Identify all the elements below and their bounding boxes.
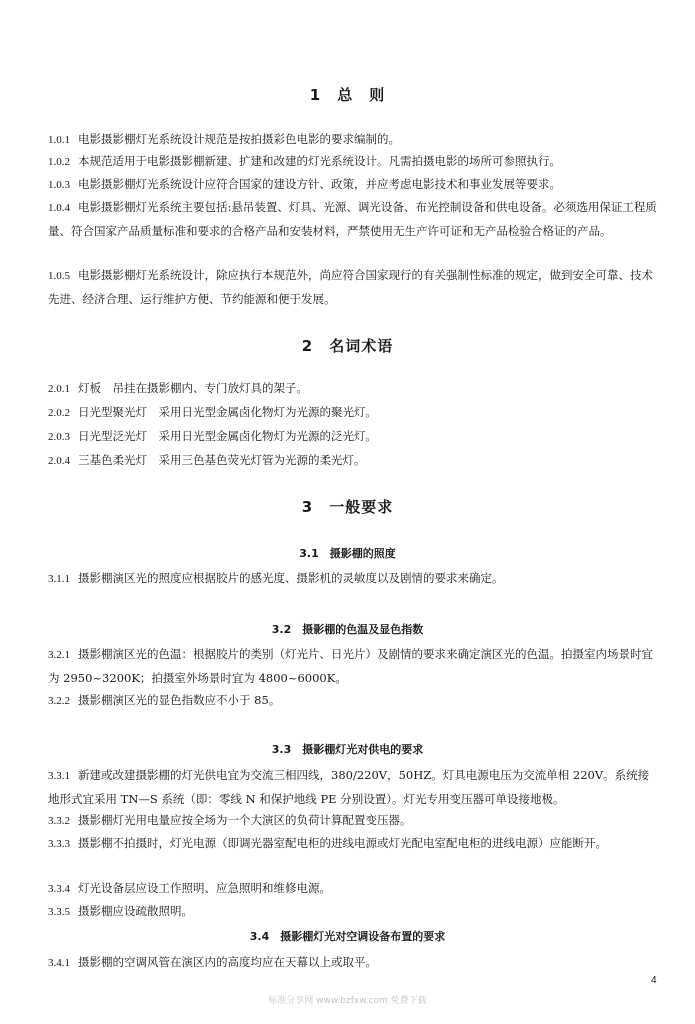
clause-number: 1.0.1 [48,134,70,146]
clause-1-0-4 [48,196,660,242]
clause-text: 灯光设备层应设工作照明、应急照明和维修电源。 [78,881,331,895]
clause-text: 摄影棚演区光的照度应根据胶片的感光度、摄影机的灵敏度以及剧情的要求来确定。 [78,571,504,585]
clause-1-0-1 [48,128,660,152]
clause-number: 3.1.1 [48,573,70,585]
clause-number: 3.3.2 [48,815,70,827]
clause-text: 摄影棚演区光的色温：根据胶片的类别（灯光片、日光片）及剧情的要求来确定演区光的色温。拍摄室内场景时宜为 2950~3200K；拍摄室外场景时宜为 4800~6000K。 [48,647,653,685]
clause-text: 本规范适用于电影摄影棚新建、扩建和改建的灯光系统设计。凡需拍摄电影的场所可参照执行。 [78,154,561,168]
clause-text: 日光型聚光灯 采用日光型金属卤化物灯为光源的聚光灯。 [78,405,377,419]
clause-text: 灯板 吊挂在摄影棚内、专门放灯具的架子。 [78,381,308,395]
clause-number: 3.2.1 [48,649,70,661]
clause-text: 三基色柔光灯 采用三色基色荧光灯管为光源的柔光灯。 [78,453,366,467]
clause-number: 2.0.3 [48,431,70,443]
clause-number: 2.0.4 [48,455,70,467]
clause-1-0-3 [48,173,660,197]
clause-number: 2.0.1 [48,383,70,395]
clause-text: 电影摄影棚灯光系统设计，除应执行本规范外，尚应符合国家现行的有关强制性标准的规定，做到安全可靠、技术先进、经济合理、运行维护方便、节约能源和便于发展。 [48,268,653,306]
clause-text: 日光型泛光灯 采用日光型金属卤化物灯为光源的泛光灯。 [78,429,377,443]
section-3-3-title: 3.3 摄影棚灯光对供电的要求 [271,743,424,756]
clause-3-2-1 [48,643,660,689]
clause-3-3-2 [48,809,660,833]
clause-3-3-3 [48,832,660,856]
clause-3-3-5 [48,900,660,924]
clause-2-0-1 [48,377,660,401]
clause-2-0-4 [48,449,660,473]
section-3-1-title: 3.1 摄影棚的照度 [299,547,396,560]
clause-2-0-2 [48,401,660,425]
clause-3-1-1 [48,567,660,591]
clause-number: 3.3.1 [48,770,70,782]
clause-text: 电影摄影棚灯光系统设计规范是按拍摄彩色电影的要求编制的。 [78,132,400,146]
clause-number: 1.0.4 [48,202,70,214]
clause-text: 摄影棚灯光用电量应按全场为一个大演区的负荷计算配置变压器。 [78,813,412,827]
watermark-text: 标准分享网 www.bzfxw.com 免费下载 [268,996,427,1006]
clause-text: 电影摄影棚灯光系统主要包括:悬吊装置、灯具、光源、调光设备、布光控制设备和供电设备。必须选用保证工程质量、符合国家产品质量标准和要求的合格产品和安装材料，严禁使用无生产许可证和无产品检验合格证的产品。 [48,200,657,238]
section-3-4-title: 3.4 摄影棚灯光对空调设备布置的要求 [249,930,446,943]
clause-text: 新建或改建摄影棚的灯光供电宜为交流三相四线，380/220V，50HZ。灯具电源电压为交流单相 220V。系统接地形式宜采用 TN—S 系统（即：零线 N 和保护地线 PE 分别设置）。灯光专用变压器可单设接地极。 [48,768,650,806]
clause-text: 摄影棚的空调风管在演区内的高度均应在天幕以上或取平。 [78,955,377,969]
clause-3-3-4 [48,877,660,901]
chapter-3-title: 3 一般要求 [301,498,394,516]
page-number: 4 [651,975,657,986]
clause-1-0-5 [48,264,660,310]
clause-3-2-2 [48,689,660,713]
clause-number: 3.3.4 [48,883,70,895]
clause-2-0-3 [48,425,660,449]
clause-text: 摄影棚不拍摄时，灯光电源（即调光器室配电柜的进线电源或灯光配电室配电柜的进线电源）应能断开。 [78,836,607,850]
clause-number: 1.0.2 [48,156,70,168]
clause-text: 电影摄影棚灯光系统设计应符合国家的建设方针、政策，并应考虑电影技术和事业发展等要求。 [78,177,561,191]
clause-text: 摄影棚应设疏散照明。 [78,904,193,918]
clause-1-0-2 [48,150,660,174]
clause-number: 1.0.3 [48,179,70,191]
clause-text: 摄影棚演区光的显色指数应不小于 85。 [78,693,281,707]
clause-number: 3.4.1 [48,957,70,969]
clause-3-4-1 [48,951,660,975]
clause-3-3-1 [48,764,660,810]
clause-number: 3.2.2 [48,695,70,707]
clause-number: 2.0.2 [48,407,70,419]
clause-number: 1.0.5 [48,270,70,282]
clause-number: 3.3.5 [48,906,70,918]
clause-number: 3.3.3 [48,838,70,850]
chapter-1-title: 1 总 则 [309,86,386,104]
section-3-2-title: 3.2 摄影棚的色温及显色指数 [271,623,424,636]
chapter-2-title: 2 名词术语 [301,337,394,355]
